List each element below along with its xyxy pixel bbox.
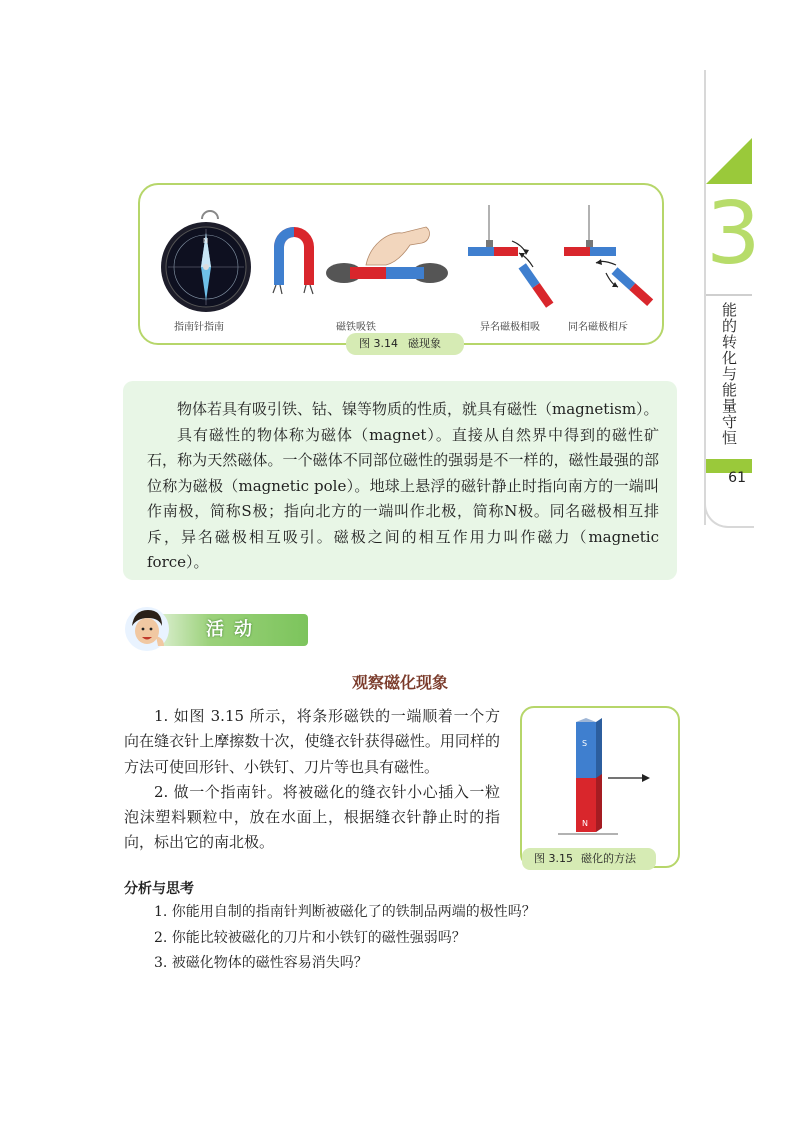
- bar-magnet-icon: [576, 718, 602, 832]
- figure-3-14: [138, 183, 664, 345]
- definition-text: [147, 397, 659, 576]
- chapter-number: 3: [706, 184, 761, 284]
- question-1: 1. 你能用自制的指南针判断被磁化了的铁制品两端的极性吗？: [154, 904, 536, 920]
- activity-banner-title: 活动: [206, 619, 262, 640]
- activity-step-1: 1. 如图 3.15 所示，将条形磁铁的一端顺着一个方向在缝衣针上摩擦数十次，使缝衣针获得磁性。用同样的方法可使回形针、小铁钉、刀片等也具有磁性。: [124, 707, 500, 776]
- bar-magnet-filings-icon: [326, 227, 448, 283]
- figure-label-like-poles: 同名磁极相斥: [568, 322, 628, 333]
- pole-n-label: N: [582, 819, 588, 828]
- chapter-tab-triangle: [706, 138, 752, 184]
- question-2: 2. 你能比较被磁化的刀片和小铁钉的磁性强弱吗？: [154, 929, 466, 946]
- activity-title: 观察磁化现象: [351, 673, 448, 692]
- svg-text:N: N: [203, 237, 209, 245]
- figure-label-unlike-poles: 异名磁极相吸: [480, 322, 540, 333]
- side-curve: [704, 490, 754, 528]
- activity-steps: [124, 704, 500, 856]
- arrow-head-icon: [642, 774, 650, 782]
- child-avatar-icon: [124, 606, 170, 652]
- question-3: 3. 被磁化物体的磁性容易消失吗？: [154, 955, 368, 971]
- figure-3-15: [520, 706, 680, 868]
- figure-3-15-illustration: [522, 708, 678, 866]
- activity-step-2: 2. 做一个指南针。将被磁化的缝衣针小心插入一粒泡沫塑料颗粒中，放在水面上，根据缝衣针静止时的指向，标出它的南北极。: [124, 782, 500, 852]
- analysis-questions: [154, 900, 634, 977]
- figure-3-14-caption-number: 图 3.14: [359, 337, 398, 350]
- definition-paragraph-1: 物体若具有吸引铁、钴、镍等物质的性质，就具有磁性（magnetism）。: [177, 400, 659, 418]
- figure-label-attract-iron: 磁铁吸铁: [336, 322, 376, 333]
- horseshoe-magnet-icon: [273, 227, 314, 294]
- pole-s-label: S: [582, 739, 588, 748]
- definition-paragraph-2: 具有磁性的物体称为磁体（magnet）。直接从自然界中得到的磁性矿石，称为天然磁体。一个磁体不同部位磁性的强弱是不一样的，磁性最强的部位称为磁极（magnetic pole）。地球上悬浮的磁针静止时指向南方的一端叫作南极，简称S极；指向北方的一端叫作北极，简称N极。同名磁极相互排斥，异名磁极相互吸引。磁极之间的相互作用力叫作磁力（magnetic force）。: [147, 425, 659, 571]
- repel-magnets-icon: [564, 205, 653, 306]
- compass-icon: [161, 211, 251, 312]
- figure-3-15-caption-number: 图 3.15: [534, 852, 573, 865]
- page-number: 61: [728, 470, 746, 486]
- attract-magnets-icon: [468, 205, 553, 308]
- figure-label-compass: 指南针指南: [174, 322, 224, 333]
- chapter-separator: [706, 294, 752, 296]
- figure-3-15-caption: [522, 848, 656, 870]
- figure-3-14-caption-text: 磁现象: [408, 337, 441, 350]
- figure-3-15-caption-text: 磁化的方法: [581, 852, 636, 865]
- chapter-title: 能的转化与能量守恒: [720, 302, 738, 446]
- analysis-title: 分析与思考: [124, 881, 194, 897]
- figure-3-14-caption: [346, 333, 464, 355]
